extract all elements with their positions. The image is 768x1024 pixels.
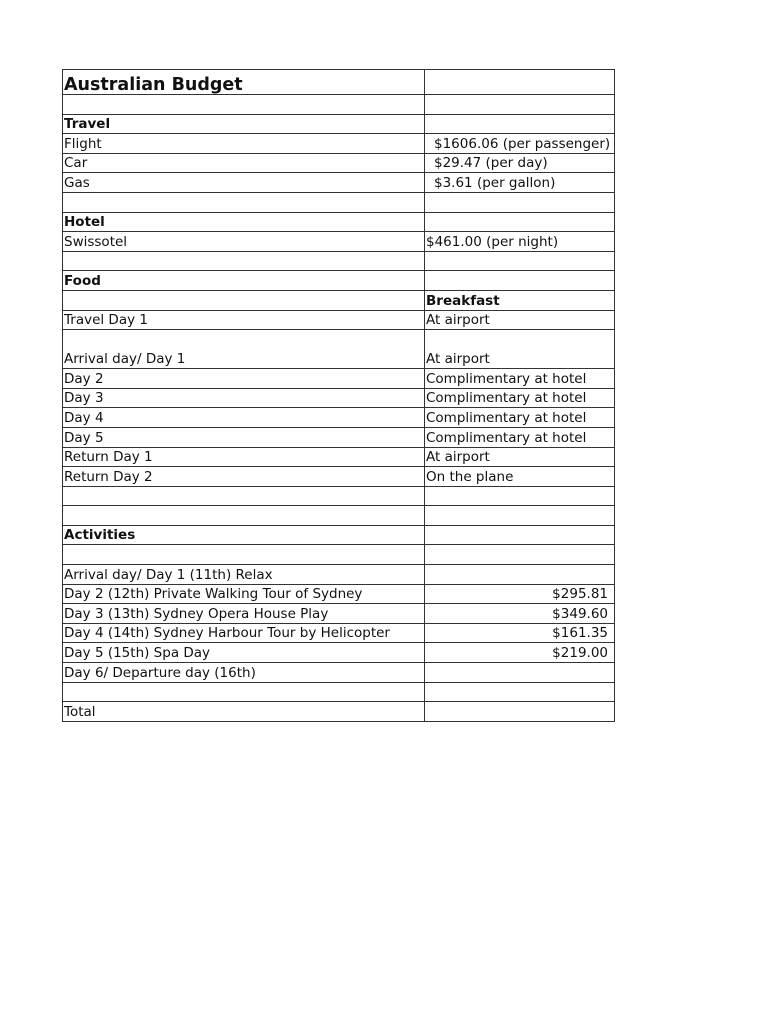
breakfast-column-header: Breakfast [425,290,615,310]
activities-heading: Activities [63,525,425,545]
food-breakfast: On the plane [425,467,615,487]
empty-cell [425,70,615,95]
title-row [63,70,615,95]
empty-cell [63,506,425,526]
car-row [63,153,615,173]
food-day: Day 5 [63,427,425,447]
travel-heading: Travel [63,114,425,134]
activity-row [63,565,615,585]
blank-row [63,545,615,565]
food-day: Day 2 [63,369,425,389]
activity-label: Day 6/ Departure day (16th) [63,663,425,683]
activity-label: Day 5 (15th) Spa Day [63,643,425,663]
activity-cost: $219.00 [425,643,615,663]
food-day: Return Day 1 [63,447,425,467]
total-label: Total [63,702,425,722]
car-value: $29.47 (per day) [425,153,615,173]
food-breakfast: Complimentary at hotel [425,369,615,389]
gas-row [63,173,615,193]
empty-cell [425,271,615,291]
activity-cost: $349.60 [425,604,615,624]
food-row [63,388,615,408]
activity-label: Day 4 (14th) Sydney Harbour Tour by Helicopter [63,623,425,643]
food-row [63,369,615,389]
empty-cell [425,545,615,565]
food-row [63,310,615,330]
food-heading: Food [63,271,425,291]
empty-cell [63,95,425,115]
car-label: Car [63,153,425,173]
empty-cell [425,192,615,212]
activity-cost: $161.35 [425,623,615,643]
flight-value: $1606.06 (per passenger) [425,134,615,154]
gas-value: $3.61 (per gallon) [425,173,615,193]
empty-cell [425,114,615,134]
empty-cell [425,251,615,271]
hotel-heading-row [63,212,615,232]
empty-cell [425,506,615,526]
empty-cell [425,95,615,115]
budget-table [62,69,615,722]
food-breakfast: Complimentary at hotel [425,427,615,447]
hotel-name: Swissotel [63,232,425,252]
activity-label: Day 2 (12th) Private Walking Tour of Sydney [63,584,425,604]
flight-label: Flight [63,134,425,154]
food-breakfast: Complimentary at hotel [425,388,615,408]
empty-cell [425,486,615,506]
food-day: Return Day 2 [63,467,425,487]
empty-cell [63,486,425,506]
blank-row [63,506,615,526]
activity-row [63,584,615,604]
activity-row [63,663,615,683]
empty-cell [63,251,425,271]
blank-row [63,95,615,115]
food-heading-row [63,271,615,291]
food-row [63,427,615,447]
food-day: Travel Day 1 [63,310,425,330]
food-row [63,408,615,428]
hotel-heading: Hotel [63,212,425,232]
flight-row [63,134,615,154]
empty-cell [63,682,425,702]
activity-row [63,643,615,663]
empty-cell [425,525,615,545]
activity-cost [425,565,615,585]
empty-cell [425,682,615,702]
empty-cell [63,290,425,310]
activity-cost [425,663,615,683]
empty-cell [63,192,425,212]
activities-heading-row [63,525,615,545]
activity-label: Arrival day/ Day 1 (11th) Relax [63,565,425,585]
food-column-header-row [63,290,615,310]
hotel-price: $461.00 (per night) [425,232,615,252]
empty-cell [63,545,425,565]
empty-cell [425,212,615,232]
activity-row [63,623,615,643]
blank-row [63,251,615,271]
food-row [63,447,615,467]
food-row [63,467,615,487]
food-breakfast: At airport [425,330,615,369]
food-day: Arrival day/ Day 1 [63,330,425,369]
blank-row [63,486,615,506]
blank-row [63,682,615,702]
gas-label: Gas [63,173,425,193]
travel-heading-row [63,114,615,134]
food-breakfast: At airport [425,447,615,467]
sheet-title: Australian Budget [63,70,425,95]
food-row [63,330,615,369]
hotel-row [63,232,615,252]
activity-label: Day 3 (13th) Sydney Opera House Play [63,604,425,624]
total-value [425,702,615,722]
activity-cost: $295.81 [425,584,615,604]
food-day: Day 4 [63,408,425,428]
food-day: Day 3 [63,388,425,408]
food-breakfast: At airport [425,310,615,330]
blank-row [63,192,615,212]
activity-row [63,604,615,624]
total-row [63,702,615,722]
food-breakfast: Complimentary at hotel [425,408,615,428]
